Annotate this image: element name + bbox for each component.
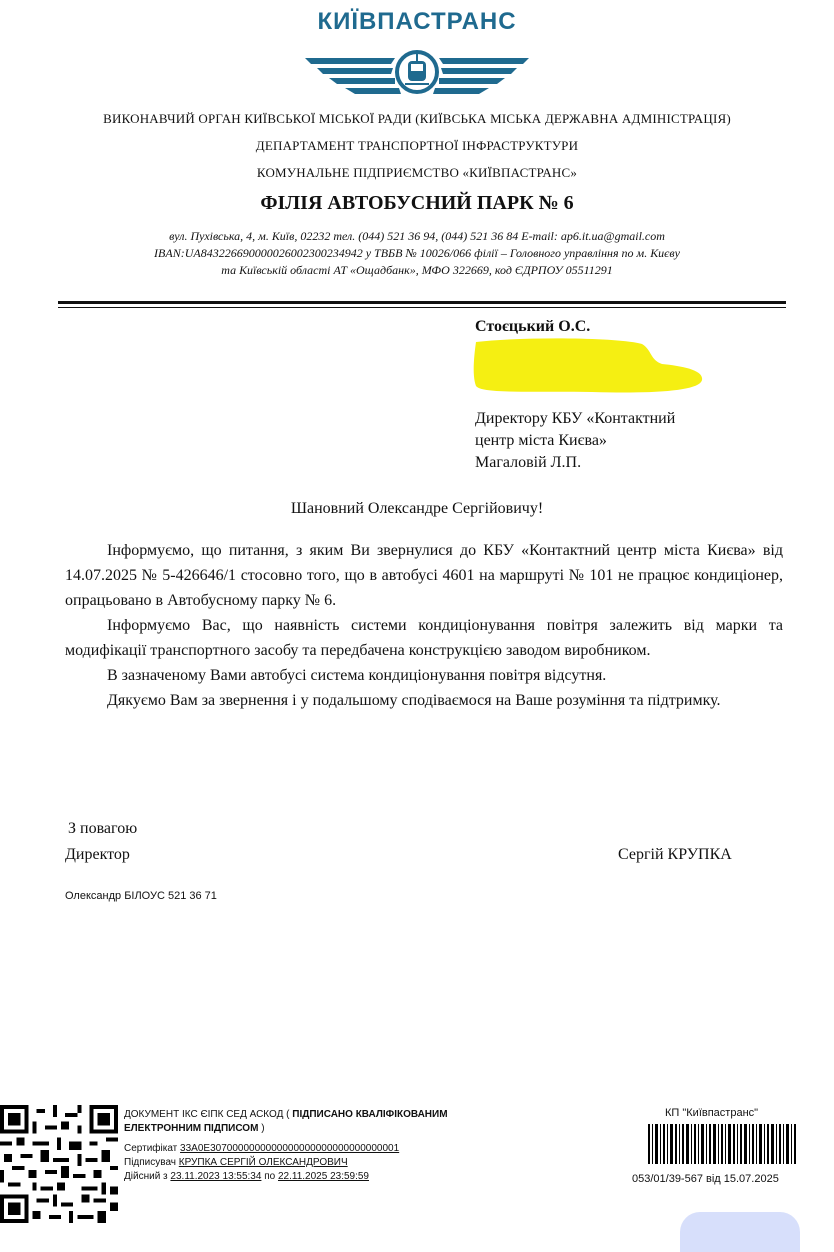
reg-org: КП "Київпастранс" xyxy=(665,1107,759,1119)
contact-line-3: та Київській області АТ «Ощадбанк», МФО 322669, код ЄДРПОУ 05511291 xyxy=(221,263,613,277)
redaction-mark xyxy=(472,336,707,396)
paragraph-3: В зазначеному Вами автобусі система кондиціонування повітря відсутня. xyxy=(107,667,607,684)
branch-title: ФІЛІЯ АВТОБУСНИЙ ПАРК № 6 xyxy=(260,192,574,214)
barcode-icon xyxy=(648,1124,798,1164)
recipient-name: Стоєцький О.С. xyxy=(475,318,591,335)
header-department: ДЕПАРТАМЕНТ ТРАНСПОРТНОЇ ІНФРАСТРУКТУРИ xyxy=(255,138,579,153)
reg-number: 053/01/39-567 від 15.07.2025 xyxy=(632,1173,779,1185)
qr-code-icon xyxy=(0,1105,118,1223)
stamp-doc-line-2 xyxy=(124,1122,448,1136)
contact-line-2: IBAN:UA843226690000026002300234942 у ТВБВ № 10026/066 філії – Головного управління по м. Києву xyxy=(154,246,680,260)
valid-to: 22.11.2025 23:59:59 xyxy=(277,1171,369,1182)
stamp-signer xyxy=(124,1156,448,1170)
paragraph-2: Інформуємо Вас, що наявність системи кондиціонування повітря залежить від марки та модифікації транспортного засобу та передбачена конструкцією заводом виробником. xyxy=(65,617,783,659)
logo-text: КИЇВПАСТРАНС xyxy=(317,8,517,35)
valid-mid: по xyxy=(261,1171,278,1182)
signer-position: Директор xyxy=(65,846,130,863)
valid-from: 23.11.2023 13:55:34 xyxy=(170,1171,262,1182)
to-line-1: Директору КБУ «Контактний xyxy=(475,410,676,427)
stamp-doc-prefix: ДОКУМЕНТ ІКС ЄІПК СЕД АСКОД ( xyxy=(124,1109,293,1120)
stamp-signature-type: ЕЛЕКТРОННИМ ПІДПИСОМ xyxy=(124,1123,259,1134)
header-enterprise: КОМУНАЛЬНЕ ПІДПРИЄМСТВО «КИЇВПАСТРАНС» xyxy=(256,165,578,180)
header-authority: ВИКОНАВЧИЙ ОРГАН КИЇВСЬКОЇ МІСЬКОЇ РАДИ (КИЇВСЬКА МІСЬКА ДЕРЖАВНА АДМІНІСТРАЦІЯ) xyxy=(103,111,731,126)
regards: З повагою xyxy=(68,820,138,837)
greeting: Шановний Олександре Сергійовичу! xyxy=(290,500,544,517)
signer-name: Сергій КРУПКА xyxy=(618,846,732,863)
contact-line-1: вул. Пухівська, 4, м. Київ, 02232 тел. (044) 521 36 94, (044) 521 36 84 E-mail: ap6.it.ua@gmail.com xyxy=(169,229,665,243)
letter-body xyxy=(65,538,783,713)
paragraph-4: Дякуємо Вам за звернення і у подальшому сподіваємося на Ваше розуміння та підтримку. xyxy=(107,692,721,709)
to-line-2: центр міста Києва» xyxy=(475,432,607,449)
cert-value: 33A0E3070000000000000000000000000000001 xyxy=(180,1143,400,1154)
valid-label: Дійсний з xyxy=(124,1171,171,1182)
executor: Олександр БІЛОУС 521 36 71 xyxy=(65,890,217,902)
signer-label: Підписувач xyxy=(124,1157,179,1168)
to-line-3: Магаловій Л.П. xyxy=(475,454,582,471)
overlay-button-edge[interactable] xyxy=(680,1212,800,1252)
stamp-certificate xyxy=(124,1142,448,1156)
signer-value: КРУПКА СЕРГІЙ ОЛЕКСАНДРОВИЧ xyxy=(178,1157,348,1168)
tram-wings-logo-icon xyxy=(305,50,529,106)
stamp-doc-close: ) xyxy=(258,1123,265,1134)
header-rule xyxy=(58,301,786,304)
paragraph-1: Інформуємо, що питання, з яким Ви звернулися до КБУ «Контактний центр міста Києва» від 14.07.2025 № 5-426646/1 стосовно того, що в автобусі 4601 на маршруті № 101 не працює кондиціонер, опрацьовано в Автобусному парку № 6. xyxy=(65,542,783,609)
esign-stamp xyxy=(124,1108,448,1184)
header-rule-thin xyxy=(58,307,786,308)
stamp-validity xyxy=(124,1170,448,1184)
stamp-doc-line-1 xyxy=(124,1108,448,1122)
cert-label: Сертифікат xyxy=(124,1143,181,1154)
stamp-signed-label: ПІДПИСАНО КВАЛІФІКОВАНИМ xyxy=(292,1109,448,1120)
